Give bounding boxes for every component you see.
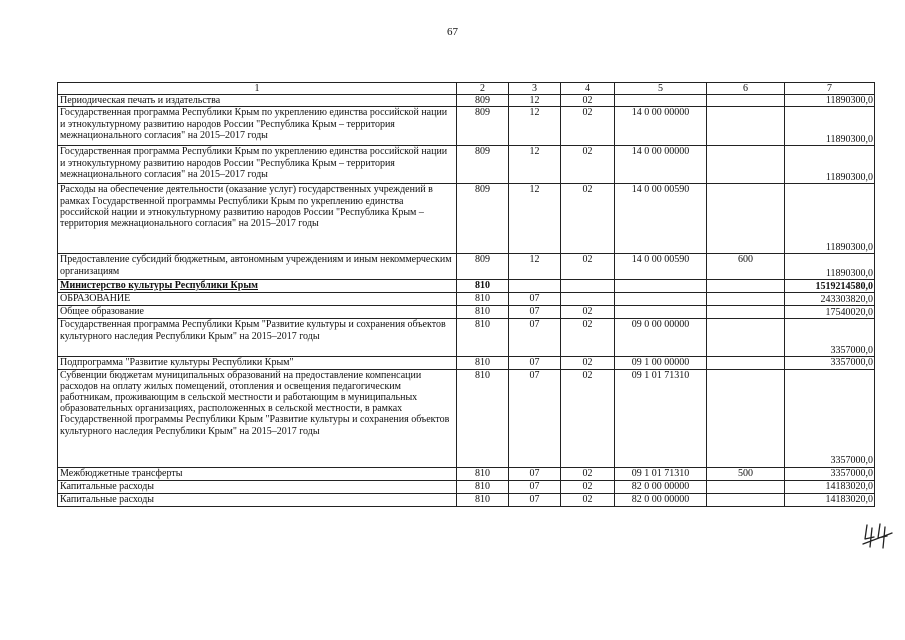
- col3-code: [509, 280, 561, 293]
- col7-amount: 14183020,0: [785, 480, 875, 493]
- col6-code: [707, 480, 785, 493]
- col5-code: 09 1 01 71310: [615, 369, 707, 467]
- row-name: Государственная программа Республики Крым по укреплению единства российской нации и этнокультурному развитию народов России "Республика Крым – территория межнационального согласия" на 2015–2017 годы: [58, 107, 457, 146]
- col3-code: 07: [509, 480, 561, 493]
- table-row: [58, 146, 875, 184]
- col7-amount: 1519214580,0: [785, 280, 875, 293]
- col3-code: 07: [509, 467, 561, 480]
- row-name: Государственная программа Республики Крым "Развитие культуры и сохранения объектов культурного наследия Республики Крым" на 2015–2017 годы: [58, 319, 457, 357]
- col7-amount: 11890300,0: [785, 184, 875, 254]
- col4-code: 02: [561, 146, 615, 184]
- col2-code: 810: [457, 319, 509, 357]
- table-row: [58, 306, 875, 319]
- budget-table: [57, 82, 875, 507]
- header-cell: 5: [615, 83, 707, 95]
- col6-code: [707, 95, 785, 107]
- col5-code: 82 0 00 00000: [615, 480, 707, 493]
- col2-code: 810: [457, 357, 509, 369]
- col6-code: [707, 184, 785, 254]
- col4-code: 02: [561, 319, 615, 357]
- col4-code: [561, 280, 615, 293]
- col2-code: 809: [457, 146, 509, 184]
- header-cell: 6: [707, 83, 785, 95]
- col2-code: 809: [457, 254, 509, 280]
- col6-code: [707, 146, 785, 184]
- col3-code: 12: [509, 146, 561, 184]
- col5-code: 09 0 00 00000: [615, 319, 707, 357]
- col6-code: [707, 306, 785, 319]
- row-name: Расходы на обеспечение деятельности (оказание услуг) государственных учреждений в рамках Государственной программы Республики Крым по укреплению единства российской нации и этнокультурному развитию народов России "Республика Крым – территория межнационального согласия" на 2015–2017 годы: [58, 184, 457, 254]
- row-name: Периодическая печать и издательства: [58, 95, 457, 107]
- table-row: [58, 467, 875, 480]
- col4-code: 02: [561, 95, 615, 107]
- handwritten-mark: [861, 522, 895, 550]
- col4-code: 02: [561, 184, 615, 254]
- col2-code: 810: [457, 369, 509, 467]
- table-row: [58, 293, 875, 306]
- col6-code: [707, 357, 785, 369]
- page-number: 67: [447, 26, 458, 38]
- col6-code: 600: [707, 254, 785, 280]
- col5-code: [615, 95, 707, 107]
- col2-code: 810: [457, 306, 509, 319]
- col5-code: [615, 293, 707, 306]
- col6-code: [707, 319, 785, 357]
- col5-code: 14 0 00 00590: [615, 254, 707, 280]
- row-name: Государственная программа Республики Крым по укреплению единства российской нации и этнокультурному развитию народов России "Республика Крым – территория межнационального согласия" на 2015–2017 годы: [58, 146, 457, 184]
- row-name: Капитальные расходы: [58, 493, 457, 506]
- table-row: [58, 493, 875, 506]
- col2-code: 810: [457, 480, 509, 493]
- col3-code: 07: [509, 369, 561, 467]
- col2-code: 809: [457, 95, 509, 107]
- col4-code: 02: [561, 306, 615, 319]
- col7-amount: 3357000,0: [785, 467, 875, 480]
- row-name: Предоставление субсидий бюджетным, автономным учреждениям и иным некоммерческим организациям: [58, 254, 457, 280]
- col7-amount: 11890300,0: [785, 254, 875, 280]
- row-name: Подпрограмма "Развитие культуры Республики Крым": [58, 357, 457, 369]
- header-cell: 1: [58, 83, 457, 95]
- table-row: [58, 95, 875, 107]
- col5-code: 14 0 00 00000: [615, 107, 707, 146]
- col7-amount: 11890300,0: [785, 95, 875, 107]
- row-name: Капитальные расходы: [58, 480, 457, 493]
- col5-code: 09 1 01 71310: [615, 467, 707, 480]
- row-name: Субвенции бюджетам муниципальных образований на предоставление компенсации расходов на оплату жилых помещений, отопления и освещения педагогическим работникам, проживающим в сельской местности и работающим в муниципальных образовательных организациях, расположенных в сельской местности, в рамках Государственной программы Республики Крым "Развитие культуры и сохранения объектов культурного наследия Республики Крым" на 2015–2017 годы: [58, 369, 457, 467]
- col4-code: 02: [561, 480, 615, 493]
- col4-code: 02: [561, 369, 615, 467]
- col5-code: 14 0 00 00590: [615, 184, 707, 254]
- col6-code: [707, 107, 785, 146]
- col3-code: 07: [509, 319, 561, 357]
- table-row: [58, 280, 875, 293]
- col3-code: 12: [509, 254, 561, 280]
- header-cell: 3: [509, 83, 561, 95]
- col6-code: [707, 493, 785, 506]
- col7-amount: 17540020,0: [785, 306, 875, 319]
- col6-code: [707, 280, 785, 293]
- table-row: [58, 107, 875, 146]
- col4-code: 02: [561, 254, 615, 280]
- header-cell: 7: [785, 83, 875, 95]
- col2-code: 809: [457, 184, 509, 254]
- col3-code: 07: [509, 357, 561, 369]
- row-name: ОБРАЗОВАНИЕ: [58, 293, 457, 306]
- col2-code: 810: [457, 280, 509, 293]
- table-row: [58, 357, 875, 369]
- col7-amount: 11890300,0: [785, 146, 875, 184]
- col3-code: 12: [509, 95, 561, 107]
- col6-code: 500: [707, 467, 785, 480]
- col5-code: 14 0 00 00000: [615, 146, 707, 184]
- col4-code: 02: [561, 107, 615, 146]
- col3-code: 12: [509, 107, 561, 146]
- col5-code: 82 0 00 00000: [615, 493, 707, 506]
- col4-code: 02: [561, 357, 615, 369]
- col7-amount: 3357000,0: [785, 357, 875, 369]
- col4-code: [561, 293, 615, 306]
- row-name: Межбюджетные трансферты: [58, 467, 457, 480]
- row-name: Министерство культуры Республики Крым: [58, 280, 457, 293]
- table-row: [58, 369, 875, 467]
- table-header-row: [58, 83, 875, 95]
- header-cell: 2: [457, 83, 509, 95]
- col7-amount: 14183020,0: [785, 493, 875, 506]
- col7-amount: 243303820,0: [785, 293, 875, 306]
- col6-code: [707, 293, 785, 306]
- row-name: Общее образование: [58, 306, 457, 319]
- col5-code: [615, 306, 707, 319]
- col3-code: 07: [509, 306, 561, 319]
- col3-code: 12: [509, 184, 561, 254]
- col3-code: 07: [509, 293, 561, 306]
- col6-code: [707, 369, 785, 467]
- col3-code: 07: [509, 493, 561, 506]
- col4-code: 02: [561, 467, 615, 480]
- table-row: [58, 319, 875, 357]
- col5-code: [615, 280, 707, 293]
- col7-amount: 11890300,0: [785, 107, 875, 146]
- table-row: [58, 480, 875, 493]
- col4-code: 02: [561, 493, 615, 506]
- col2-code: 810: [457, 293, 509, 306]
- col7-amount: 3357000,0: [785, 319, 875, 357]
- table-row: [58, 184, 875, 254]
- col7-amount: 3357000,0: [785, 369, 875, 467]
- table-row: [58, 254, 875, 280]
- header-cell: 4: [561, 83, 615, 95]
- col2-code: 810: [457, 467, 509, 480]
- col2-code: 810: [457, 493, 509, 506]
- col5-code: 09 1 00 00000: [615, 357, 707, 369]
- col2-code: 809: [457, 107, 509, 146]
